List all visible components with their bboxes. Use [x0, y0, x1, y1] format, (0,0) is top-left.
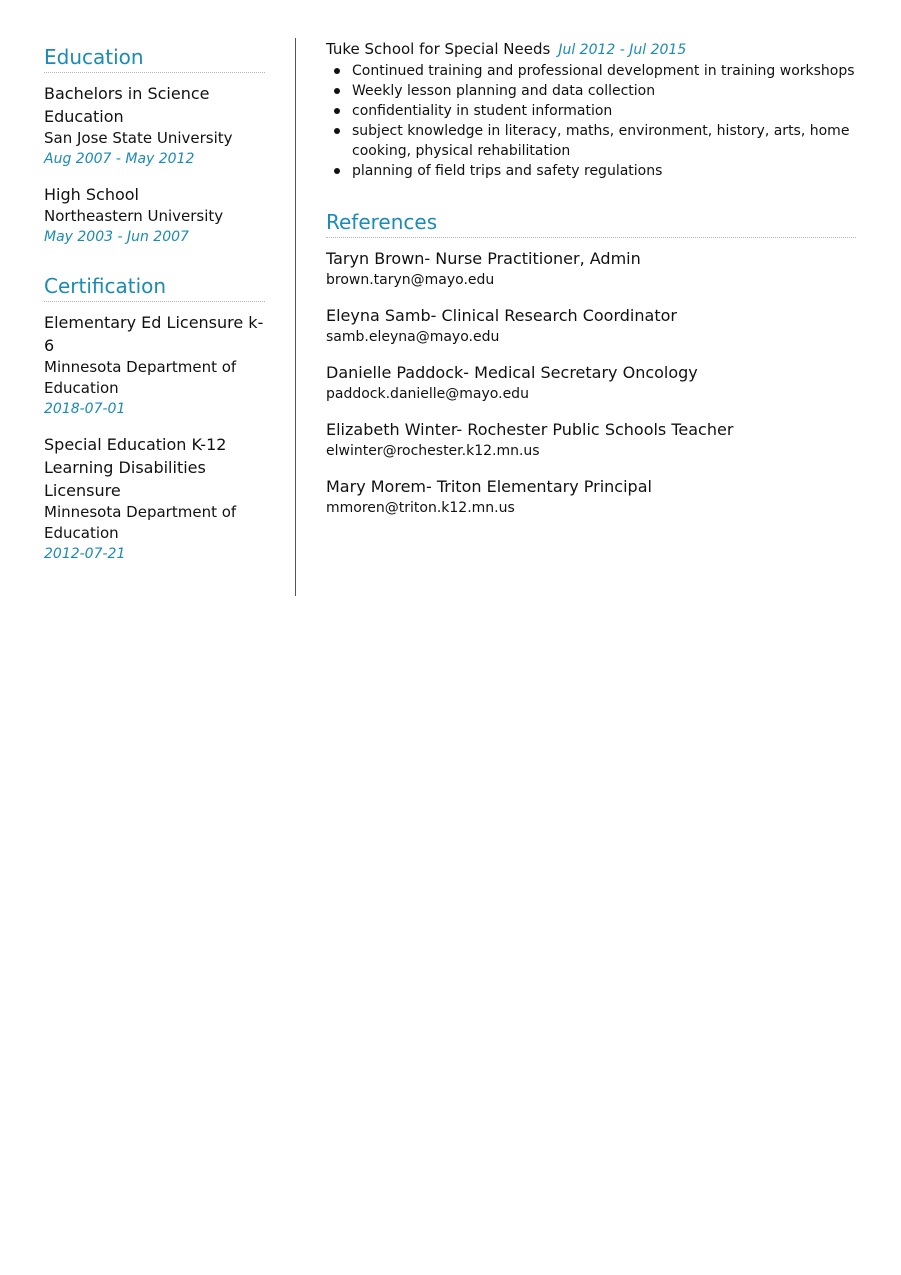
- reference-name: Taryn Brown- Nurse Practitioner, Admin: [326, 249, 641, 268]
- column-divider: [295, 38, 296, 596]
- certification-heading: Certification: [44, 273, 265, 302]
- education-heading: Education: [44, 44, 265, 73]
- school-name: San Jose State University: [44, 129, 233, 147]
- school-name: Northeastern University: [44, 207, 224, 225]
- reference-name: Mary Morem- Triton Elementary Principal: [326, 477, 652, 496]
- degree-title: Bachelors in Science Education: [44, 84, 210, 126]
- job-bullet: confidentiality in student information: [352, 101, 856, 121]
- reference-entry: [326, 361, 856, 404]
- education-dates: Aug 2007 - May 2012: [44, 151, 195, 167]
- education-dates: May 2003 - Jun 2007: [44, 229, 189, 245]
- degree-title: High School: [44, 185, 139, 204]
- reference-email: elwinter@rochester.k12.mn.us: [326, 443, 540, 459]
- job-bullet: Weekly lesson planning and data collection: [352, 81, 856, 101]
- left-column: [44, 44, 265, 564]
- education-entry: [44, 82, 265, 169]
- reference-email: mmoren@triton.k12.mn.us: [326, 500, 515, 516]
- job-bullet: Continued training and professional development in training workshops: [352, 63, 855, 79]
- certification-name: Special Education K-12 Learning Disabilities Licensure: [44, 435, 227, 500]
- job-bullet-list: [326, 61, 856, 181]
- job-dates: Jul 2012 - Jul 2015: [558, 42, 687, 58]
- reference-name: Danielle Paddock- Medical Secretary Oncology: [326, 363, 698, 382]
- job-header: [326, 38, 856, 61]
- reference-email: samb.eleyna@mayo.edu: [326, 329, 500, 345]
- references-heading: References: [326, 209, 856, 238]
- reference-email: paddock.danielle@mayo.edu: [326, 386, 529, 402]
- certification-date: 2012-07-21: [44, 546, 126, 562]
- education-entry: [44, 183, 265, 247]
- reference-entry: [326, 475, 856, 518]
- references-section: [326, 209, 856, 518]
- reference-name: Eleyna Samb- Clinical Research Coordinator: [326, 306, 677, 325]
- right-column: [326, 38, 856, 518]
- reference-name: Elizabeth Winter- Rochester Public Schools Teacher: [326, 420, 734, 439]
- certification-entry: [44, 433, 265, 564]
- certification-date: 2018-07-01: [44, 401, 126, 417]
- job-bullet: planning of field trips and safety regulations: [352, 161, 856, 181]
- job-bullet: subject knowledge in literacy, maths, environment, history, arts, home cooking, physical rehabilitation: [352, 121, 856, 161]
- certification-name: Elementary Ed Licensure k-6: [44, 313, 264, 355]
- reference-email: brown.taryn@mayo.edu: [326, 272, 495, 288]
- certification-issuer: Minnesota Department of Education: [44, 503, 237, 542]
- certification-issuer: Minnesota Department of Education: [44, 358, 237, 397]
- job-employer: Tuke School for Special Needs: [326, 40, 551, 58]
- reference-entry: [326, 304, 856, 347]
- certification-entry: [44, 311, 265, 419]
- reference-entry: [326, 247, 856, 290]
- reference-entry: [326, 418, 856, 461]
